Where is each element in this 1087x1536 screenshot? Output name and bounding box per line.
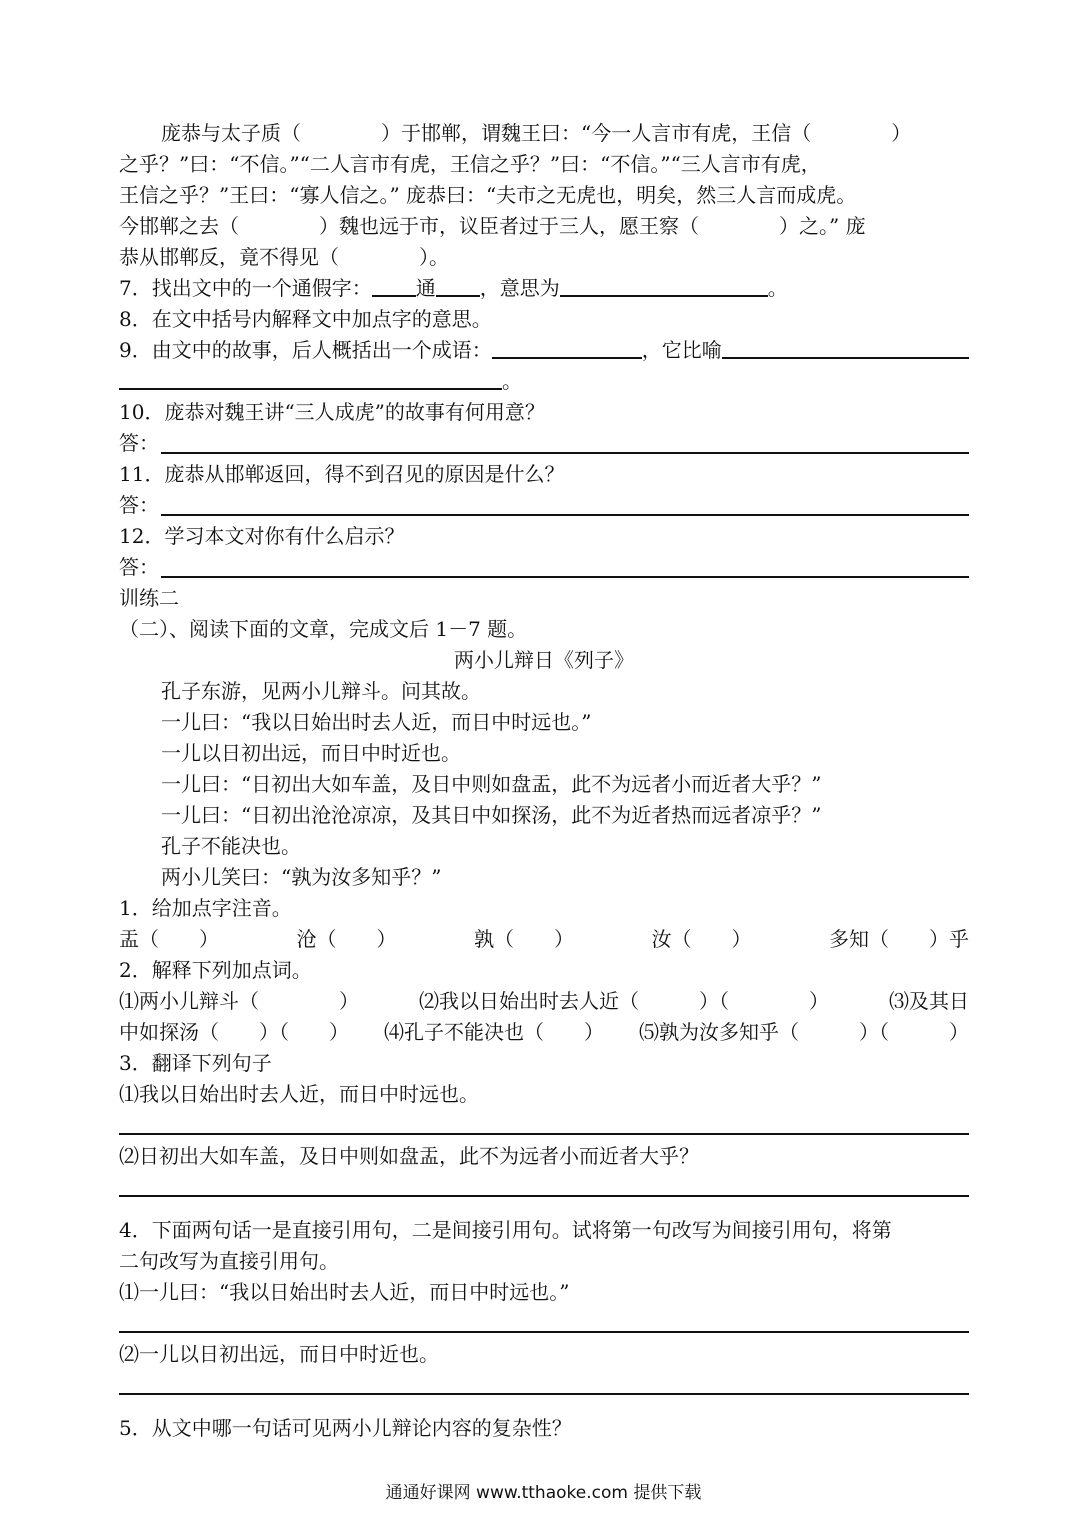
pinyin-item[interactable]: 沧（ ） [296,927,397,951]
explain-items [119,986,969,1017]
section-intro: （二）、阅读下面的文章，完成文后 1－7 题。 [119,617,528,641]
explain-item[interactable]: ⑷孔子不能决也（ ） [384,1020,604,1044]
passage1-line: 王信之乎？”王曰：“寡人信之。” 庞恭曰：“夫市之无虎也，明矣，然三人言而成虎。 [119,183,857,207]
answer-rule[interactable] [119,1110,969,1141]
p2-question-5: 5．从文中哪一句话可见两小儿辩论内容的复杂性？ [119,1416,572,1440]
question-9-continued: 。 [119,366,969,397]
passage2-line: 孔子东游，见两小儿辩斗。问其故。 [161,679,481,703]
answer-line[interactable]: 答： [119,428,969,459]
question-10: 10．庞恭对魏王讲“三人成虎”的故事有何用意？ [119,400,545,424]
explain-item[interactable]: ⑸孰为汝多知乎（ ）（ ） [639,1020,969,1044]
pinyin-item[interactable]: 盂（ ） [119,927,219,951]
answer-blank[interactable] [372,273,416,297]
p2-question-1: 1．给加点字注音。 [119,896,292,920]
passage1-line: 恭从邯郸反，竟不得见（ ）。 [119,245,449,269]
answer-rule[interactable] [119,1308,969,1339]
pinyin-items [119,924,969,955]
answer-rule [161,496,969,516]
passage2-line: 一儿曰：“日初出沧沧凉凉，及其日中如探汤，此不为近者热而远者凉乎？” [161,803,822,827]
p2-question-4: 4．下面两句话一是直接引用句，二是间接引用句。试将第一句改写为间接引用句，将第 [119,1218,892,1242]
question-8: 8．在文中括号内解释文中加点字的意思。 [119,307,492,331]
answer-line[interactable]: 答： [119,552,969,583]
pinyin-item[interactable]: 汝（ ） [651,927,752,951]
question-12: 12．学习本文对你有什么启示？ [119,524,405,548]
answer-blank[interactable] [722,335,969,359]
passage1-line: 今邯郸之去（ ）魏也远于市，议臣者过于三人，愿王察（ ）之。” 庞 [119,214,866,238]
passage1-line: 庞恭与太子质（ ）于邯郸，谓魏王曰：“今一人言市有虎，王信（ ） [161,121,912,145]
translate-sentence: ⑴我以日始出时去人近，而日中时远也。 [119,1082,479,1106]
answer-blank[interactable] [560,273,768,297]
question-11: 11．庞恭从邯郸返回，得不到召见的原因是什么？ [119,462,565,486]
explain-items [119,1017,969,1048]
p2-question-4-cont: 二句改写为直接引用句。 [119,1249,339,1273]
passage2-line: 两小儿笑曰：“孰为汝多知乎？” [161,865,442,889]
answer-rule[interactable] [119,1370,969,1401]
document-body [119,118,969,1444]
answer-rule [161,434,969,454]
answer-blank[interactable] [492,335,642,359]
passage2-title: 两小儿辩日《列子》 [454,648,634,672]
rewrite-sentence: ⑵一儿以日初出远，而日中时近也。 [119,1342,439,1366]
page-footer: 通通好课网 www.tthaoke.com 提供下载 [385,1483,702,1503]
explain-item[interactable]: ⑵我以日始出时去人近（ ）（ ） [419,989,829,1013]
question-9: 9．由文中的故事，后人概括出一个成语： ，它比喻 [119,335,969,366]
rewrite-sentence: ⑴一儿曰：“我以日始出时去人近，而日中时远也。” [119,1280,570,1304]
passage2-line: 一儿曰：“我以日始出时去人近，而日中时远也。” [161,710,592,734]
passage1-line: 之乎？”曰：“不信。”“二人言市有虎，王信之乎？”曰：“不信。”“三人言市有虎， [119,152,821,176]
pinyin-item[interactable]: 孰（ ） [474,927,574,951]
answer-rule [161,558,969,578]
translate-sentence: ⑵日初出大如车盖，及日中则如盘盂，此不为远者小而近者大乎？ [119,1144,699,1168]
answer-blank[interactable] [436,273,480,297]
pinyin-item[interactable]: 多知（ ）乎 [829,927,969,951]
section-title: 训练二 [119,586,179,610]
p2-question-2: 2．解释下列加点词。 [119,958,312,982]
explain-item[interactable]: 中如探汤（ ）（ ） [119,1020,349,1044]
passage2-line: 一儿以日初出远，而日中时近也。 [161,741,461,765]
answer-rule[interactable] [119,1172,969,1203]
answer-blank[interactable] [119,366,502,390]
explain-item[interactable]: ⑶及其日 [889,989,969,1013]
answer-line[interactable]: 答： [119,490,969,521]
question-7: 7．找出文中的一个通假字： 通 ，意思为 。 [119,273,969,304]
passage2-line: 孔子不能决也。 [161,834,301,858]
passage2-line: 一儿曰：“日初出大如车盖，及日中则如盘盂，此不为远者小而近者大乎？” [161,772,822,796]
p2-question-3: 3．翻译下列句子 [119,1051,272,1075]
explain-item[interactable]: ⑴两小儿辩斗（ ） [119,989,359,1013]
